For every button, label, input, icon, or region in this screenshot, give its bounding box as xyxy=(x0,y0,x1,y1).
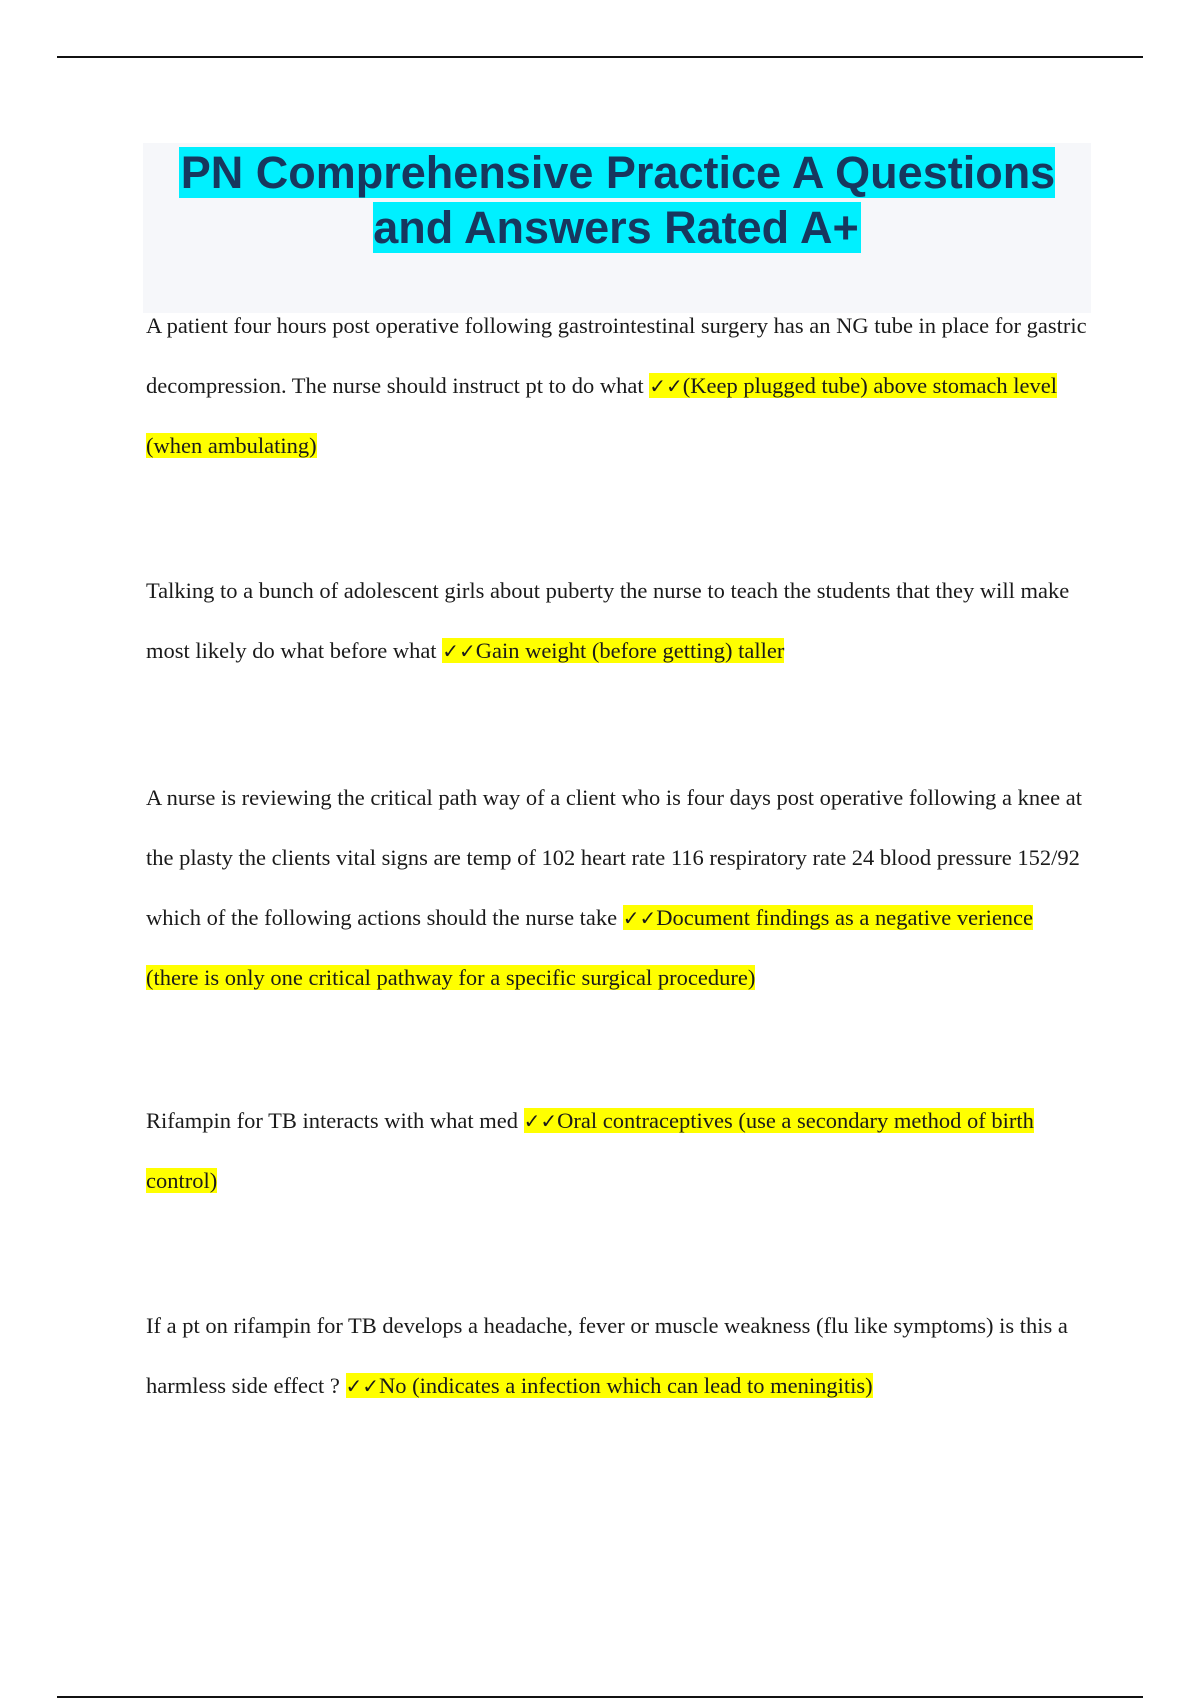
qa-item xyxy=(146,1296,1091,1416)
title-block xyxy=(143,143,1091,313)
qa-item xyxy=(146,1091,1091,1211)
double-check-icon: ✓✓ xyxy=(442,639,476,663)
qa-item xyxy=(146,768,1091,1008)
qa-item xyxy=(146,561,1091,681)
answer-highlight xyxy=(346,1373,873,1398)
answer-highlight xyxy=(442,638,784,663)
question-text: A nurse is reviewing the critical path way of a client who is four days post operative following a knee at the plasty the clients vital signs are temp of 102 heart rate 116 respiratory rate 24 blood pressure 152/92 which of the following actions should the nurse take xyxy=(146,785,1082,930)
double-check-icon: ✓✓ xyxy=(622,906,657,930)
bottom-rule xyxy=(57,1696,1143,1698)
answer-text: Gain weight (before getting) taller xyxy=(475,638,785,663)
question-text: If a pt on rifampin for TB develops a headache, fever or muscle weakness (flu like symptoms) is this a harmless side effect ? xyxy=(146,1313,1068,1398)
answer-text: Document findings as a negative verience (there is only one critical pathway for a specific surgical procedure) xyxy=(146,905,1034,990)
answer-text: Oral contraceptives (use a secondary method of birth control) xyxy=(146,1108,1034,1193)
double-check-icon: ✓✓ xyxy=(345,1374,380,1398)
answer-text: (Keep plugged tube) above stomach level (when ambulating) xyxy=(146,373,1058,458)
document-title-text: PN Comprehensive Practice A Questions and Answers Rated A+ xyxy=(180,147,1056,253)
question-text: Talking to a bunch of adolescent girls about puberty the nurse to teach the students that they will make most likely do what before what xyxy=(146,578,1070,663)
top-rule xyxy=(57,56,1143,58)
question-text: A patient four hours post operative following gastrointestinal surgery has an NG tube in place for gastric decompression. The nurse should instruct pt to do what xyxy=(146,313,1087,398)
answer-text: No (indicates a infection which can lead to meningitis) xyxy=(379,1373,873,1398)
qa-item xyxy=(146,296,1091,476)
double-check-icon: ✓✓ xyxy=(649,374,683,398)
double-check-icon: ✓✓ xyxy=(523,1109,558,1133)
document-title xyxy=(143,143,1091,255)
question-text: Rifampin for TB interacts with what med xyxy=(146,1108,524,1133)
